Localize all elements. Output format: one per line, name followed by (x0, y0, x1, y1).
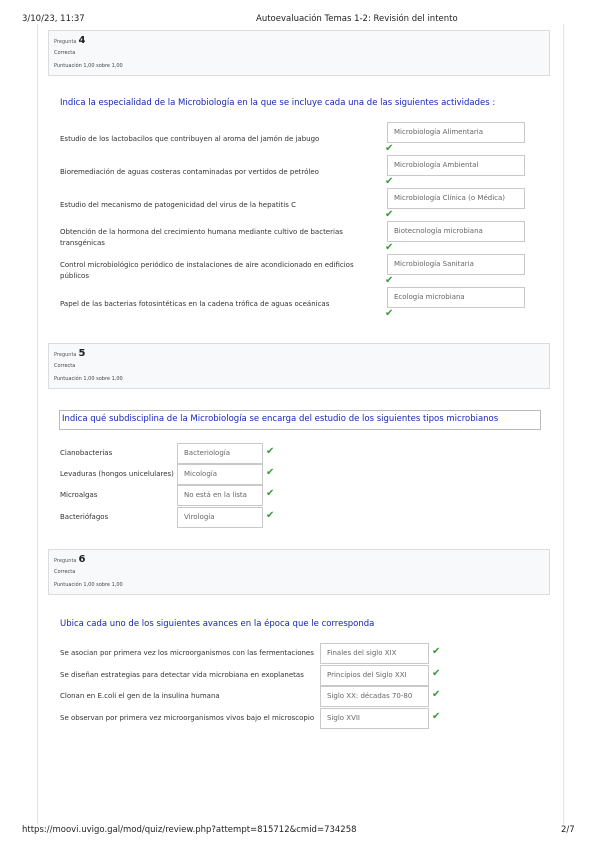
correct-check-icon: ✔ (385, 275, 394, 286)
print-datetime: 3/10/23, 11:37 (22, 14, 85, 24)
q4-row-1-text: Estudio de los lactobacilos que contribuyen al aroma del jamón de jabugo (60, 135, 320, 143)
q5-row-1-select[interactable]: Bacteriología (177, 443, 263, 464)
correct-check-icon: ✔ (385, 308, 394, 319)
question-grade: Puntuación 1,00 sobre 1,00 (54, 582, 123, 588)
correct-check-icon: ✔ (266, 510, 275, 521)
correct-check-icon: ✔ (385, 176, 394, 187)
correct-check-icon: ✔ (432, 711, 441, 722)
question-4-prompt: Indica la especialidad de la Microbiología en la que se incluye cada una de las siguientes actividades : (60, 98, 496, 108)
question-grade: Puntuación 1,00 sobre 1,00 (54, 376, 123, 382)
q5-row-4-select[interactable]: Virología (177, 507, 263, 528)
correct-check-icon: ✔ (385, 143, 394, 154)
q4-row-5-select[interactable]: Microbiología Sanitaria (387, 254, 525, 275)
question-state: Correcta (54, 363, 76, 369)
q4-row-2-text: Bioremediación de aguas costeras contaminadas por vertidos de petróleo (60, 168, 319, 176)
q4-row-4-select[interactable]: Biotecnología microbiana (387, 221, 525, 242)
correct-check-icon: ✔ (266, 488, 275, 499)
q4-row-6-select[interactable]: Ecología microbiana (387, 287, 525, 308)
q4-row-5-text: Control microbiológico periódico de instalaciones de aire acondicionado en edificios públicos (60, 261, 354, 280)
q4-row-4-text: Obtención de la hormona del crecimiento humana mediante cultivo de bacterias transgénicas (60, 228, 343, 247)
question-5-info (48, 343, 550, 389)
correct-check-icon: ✔ (385, 242, 394, 253)
q6-row-3-text: Clonan en E.coli el gen de la insulina humana (60, 692, 220, 700)
q5-row-2-text: Levaduras (hongos unicelulares) (60, 470, 174, 478)
print-url: https://moovi.uvigo.gal/mod/quiz/review.php?attempt=815712&cmid=734258 (22, 825, 357, 835)
q5-row-2-select[interactable]: Micología (177, 464, 263, 485)
q6-row-2-text: Se diseñan estrategias para detectar vida microbiana en exoplanetas (60, 671, 304, 679)
q6-row-3-select[interactable]: Siglo XX: décadas 70-80 (320, 686, 429, 707)
question-6-prompt: Ubica cada uno de los siguientes avances en la época que le corresponda (60, 619, 375, 629)
question-number: Pregunta 6 (54, 554, 86, 565)
print-page-number: 2/7 (561, 825, 575, 835)
correct-check-icon: ✔ (432, 689, 441, 700)
q6-row-2-select[interactable]: Principios del Siglo XXI (320, 665, 429, 686)
q6-row-4-text: Se observan por primera vez microorganismos vivos bajo el microscopio (60, 714, 315, 722)
correct-check-icon: ✔ (432, 646, 441, 657)
q4-row-1-select[interactable]: Microbiología Alimentaria (387, 122, 525, 143)
q5-row-1-text: Cianobacterias (60, 449, 113, 457)
correct-check-icon: ✔ (266, 467, 275, 478)
question-number: Pregunta 5 (54, 348, 86, 359)
q6-row-1-text: Se asocian por primera vez los microorganismos con las fermentaciones (60, 649, 314, 657)
q5-row-3-text: Microalgas (60, 491, 98, 499)
question-5-prompt: Indica qué subdisciplina de la Microbiología se encarga del estudio de los siguientes tipos microbianos (59, 410, 541, 430)
correct-check-icon: ✔ (385, 209, 394, 220)
print-title: Autoevaluación Temas 1-2: Revisión del intento (256, 14, 458, 24)
question-state: Correcta (54, 50, 76, 56)
question-number: Pregunta 4 (54, 35, 86, 46)
q4-row-2-select[interactable]: Microbiología Ambiental (387, 155, 525, 176)
q6-row-1-select[interactable]: Finales del siglo XIX (320, 643, 429, 664)
q4-row-6-text: Papel de las bacterias fotosintéticas en la cadena trófica de aguas oceánicas (60, 300, 330, 308)
question-grade: Puntuación 1,00 sobre 1,00 (54, 63, 123, 69)
correct-check-icon: ✔ (266, 446, 275, 457)
question-4-info (48, 30, 550, 76)
q4-row-3-select[interactable]: Microbiología Clínica (o Médica) (387, 188, 525, 209)
q4-row-3-text: Estudio del mecanismo de patogenicidad del virus de la hepatitis C (60, 201, 296, 209)
q6-row-4-select[interactable]: Siglo XVII (320, 708, 429, 729)
question-state: Correcta (54, 569, 76, 575)
question-6-info (48, 549, 550, 595)
q5-row-3-select[interactable]: No está en la lista (177, 485, 263, 506)
q5-row-4-text: Bacteriófagos (60, 513, 109, 521)
correct-check-icon: ✔ (432, 668, 441, 679)
